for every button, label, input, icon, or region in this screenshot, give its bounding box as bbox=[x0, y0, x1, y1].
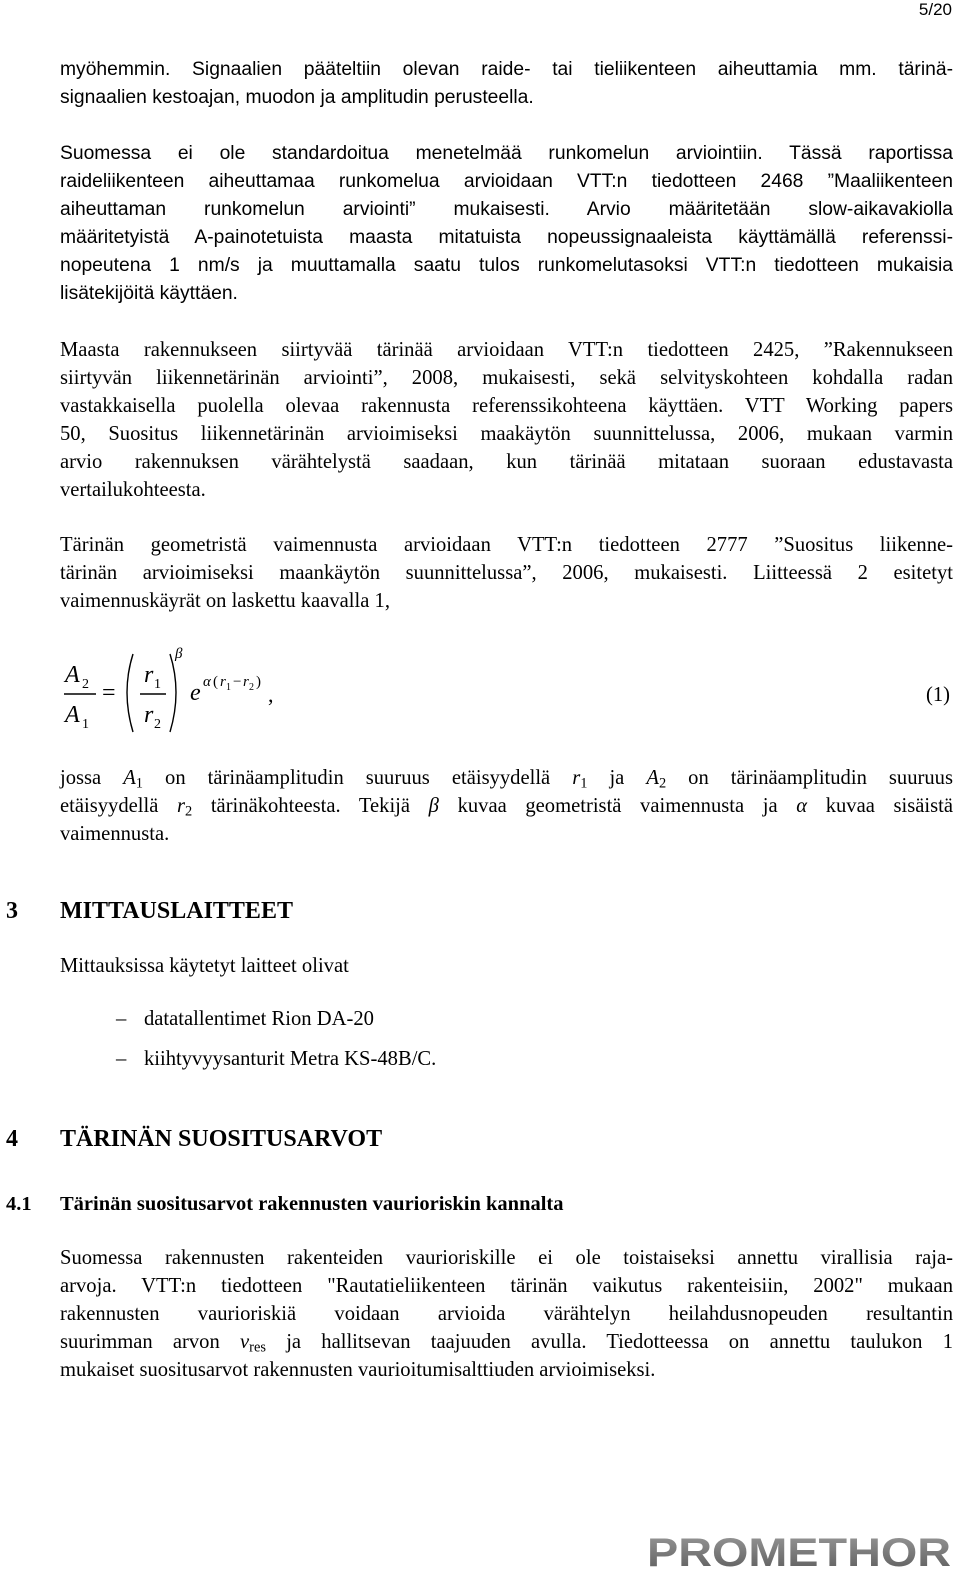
building-paragraph bbox=[60, 336, 953, 504]
text-line: tärinän arvioimiseksi maankäytön suunnittelussa”, 2006, mukaisesti. Liitteessä 2 esitetyt bbox=[60, 562, 953, 584]
section-title: MITTAUSLAITTEET bbox=[60, 898, 293, 924]
text-span: etäisyydellä bbox=[60, 795, 159, 817]
section-4-1-paragraph bbox=[60, 1244, 953, 1384]
page-number: 5/20 bbox=[918, 0, 952, 19]
formula-exp-lparen: ( bbox=[213, 674, 218, 690]
text-line bbox=[60, 1328, 953, 1356]
text-line: signaalien kestoajan, muodon ja amplitudin perusteella. bbox=[60, 87, 534, 108]
text-line: Suomessa rakennusten rakenteiden vaurioriskille ei ole toistaiseksi annettu virallisia raja- bbox=[60, 1247, 953, 1269]
section-3-intro bbox=[60, 952, 953, 980]
attenuation-formula bbox=[60, 642, 340, 742]
text-line bbox=[60, 792, 953, 820]
text-line: arvoja. VTT:n tiedotteen "Rautatieliikenteen tärinän vaikutus rakenteisiin, 2002" mukaan bbox=[60, 1275, 953, 1297]
text-line: vaimennusta. bbox=[60, 823, 170, 845]
section-title: TÄRINÄN SUOSITUSARVOT bbox=[60, 1126, 383, 1152]
text-line: Mittauksissa käytetyt laitteet olivat bbox=[60, 955, 349, 977]
text-span: tärinäkohteesta. Tekijä bbox=[210, 795, 411, 817]
formula-exp-rparen: ) bbox=[256, 674, 261, 690]
formula-alpha: α bbox=[203, 674, 211, 690]
section-4-1-heading bbox=[6, 1193, 564, 1216]
list-item-text: datatallentimet Rion DA-20 bbox=[144, 1008, 374, 1030]
text-line: aiheuttaman runkomelun arviointi” mukaisesti. Arvio määritetään slow-aikavakiolla bbox=[60, 199, 953, 220]
formula-A1-letter: A bbox=[65, 702, 80, 728]
formula-equals: = bbox=[102, 680, 116, 706]
subscript: 2 bbox=[658, 775, 667, 792]
text-line: vastakkaisella puolella olevaa rakennusta referenssikohteena käyttäen. VTT Working papers bbox=[60, 395, 953, 417]
text-line: lisätekijöitä käyttäen. bbox=[60, 283, 238, 304]
text-line: mukaiset suositusarvot rakennusten vaurioitumisalttiuden arvioimiseksi. bbox=[60, 1359, 656, 1381]
symbol-beta: β bbox=[428, 795, 439, 817]
symbol-r: r bbox=[572, 767, 581, 789]
formula-e: e bbox=[190, 680, 201, 706]
formula-A2-letter: A bbox=[65, 662, 80, 688]
text-line: 50, Suositus liikennetärinän arvioimiseksi maakäytön suunnittelussa, 2006, mukaan varmin bbox=[60, 423, 953, 445]
text-line: raideliikenteen aiheuttamaa runkomelua arvioidaan VTT:n tiedotteen 2468 ”Maaliikenteen bbox=[60, 171, 953, 192]
text-line: siirtyvän liikennetärinän arviointi”, 2008, mukaisesti, sekä selvityskohteen kohdalla radan bbox=[60, 367, 953, 389]
symbol-A: A bbox=[646, 767, 659, 789]
text-span: suurimman arvon bbox=[60, 1331, 220, 1353]
formula-exp-minus: − bbox=[233, 674, 242, 690]
formula-beta: β bbox=[175, 646, 183, 662]
text-line: myöhemmin. Signaalien pääteltiin olevan raide- tai tieliikenteen aiheuttamia mm. tärinä- bbox=[60, 59, 953, 80]
standard-paragraph bbox=[60, 140, 953, 308]
section-number: 3 bbox=[6, 898, 18, 924]
formula-exp-r1: r bbox=[220, 674, 226, 690]
text-line: määritetyistä A-painotetuista maasta mitatuista nopeussignaaleista käyttämällä referenssi- bbox=[60, 227, 953, 248]
subscript: 2 bbox=[185, 803, 193, 820]
list-item-text: kiihtyvyysanturit Metra KS-48B/C. bbox=[144, 1048, 437, 1070]
text-span: jossa bbox=[60, 767, 102, 789]
left-paren bbox=[127, 654, 133, 732]
subscript: res bbox=[249, 1339, 266, 1356]
symbol-A: A bbox=[123, 767, 136, 789]
text-line: Suomessa ei ole standardoitua menetelmää runkomelun arviointiin. Tässä raportissa bbox=[60, 143, 953, 164]
text-span: on tärinäamplitudin suuruus etäisyydellä bbox=[165, 767, 551, 789]
text-span: kuvaa geometristä vaimennusta ja bbox=[457, 795, 778, 817]
text-line: vaimennuskäyrät on laskettu kaavalla 1, bbox=[60, 590, 390, 612]
right-paren bbox=[170, 654, 176, 732]
formula-r1-letter: r bbox=[144, 662, 154, 688]
symbol-v: v bbox=[240, 1331, 250, 1353]
formula-comma: , bbox=[268, 682, 274, 707]
text-span: kuvaa sisäistä bbox=[825, 795, 953, 817]
formula-exp-r2: r bbox=[243, 674, 249, 690]
symbol-alpha: α bbox=[796, 795, 808, 817]
text-line: arvio rakennuksen värähtelystä saadaan, kun tärinää mitataan suoraan edustavasta bbox=[60, 451, 953, 473]
text-span: on tärinäamplitudin suuruus bbox=[688, 767, 953, 789]
section-title: Tärinän suositusarvot rakennusten vaurioriskin kannalta bbox=[60, 1193, 564, 1215]
dash-bullet: – bbox=[116, 1048, 127, 1070]
dash-bullet: – bbox=[116, 1008, 127, 1030]
logo-text: PROMETHOR bbox=[647, 1531, 952, 1572]
text-span: ja hallitsevan taajuuden avulla. Tiedotteessa on annettu taulukon 1 bbox=[286, 1331, 954, 1353]
text-line: rakennusten vaurioriskiä voidaan arvioida värähtelyn heilahdusnopeuden resultantin bbox=[60, 1303, 953, 1325]
intro-paragraph bbox=[60, 56, 953, 112]
formula-r2-sub: 2 bbox=[154, 717, 161, 732]
text-line: vertailukohteesta. bbox=[60, 479, 206, 501]
section-number: 4.1 bbox=[6, 1193, 32, 1215]
formula-exp-r1-sub: 1 bbox=[226, 682, 231, 693]
text-span: ja bbox=[609, 767, 625, 789]
formula-r1-sub: 1 bbox=[154, 677, 161, 692]
geometric-paragraph bbox=[60, 531, 953, 615]
section-number: 4 bbox=[6, 1126, 18, 1152]
list-item bbox=[116, 1048, 436, 1071]
formula-A2-sub: 2 bbox=[82, 677, 89, 692]
text-line: nopeutena 1 nm/s ja muuttamalla saatu tulos runkomelutasoksi VTT:n tiedotteen mukaisia bbox=[60, 255, 953, 276]
list-item bbox=[116, 1008, 374, 1031]
formula-r2-letter: r bbox=[144, 702, 154, 728]
text-line: Tärinän geometristä vaimennusta arvioidaan VTT:n tiedotteen 2777 ”Suositus liikenne- bbox=[60, 534, 953, 556]
text-line: Maasta rakennukseen siirtyvää tärinää arvioidaan VTT:n tiedotteen 2425, ”Rakennukseen bbox=[60, 339, 953, 361]
section-3-heading bbox=[6, 898, 293, 925]
text-line bbox=[60, 764, 953, 792]
promethor-logo bbox=[645, 1528, 955, 1572]
subscript: 1 bbox=[580, 775, 588, 792]
where-paragraph bbox=[60, 764, 953, 848]
equation-number: (1) bbox=[925, 684, 950, 706]
symbol-r: r bbox=[176, 795, 185, 817]
subscript: 1 bbox=[135, 775, 143, 792]
formula-exp-r2-sub: 2 bbox=[249, 682, 254, 693]
formula-A1-sub: 1 bbox=[82, 717, 89, 732]
section-4-heading bbox=[6, 1126, 382, 1153]
